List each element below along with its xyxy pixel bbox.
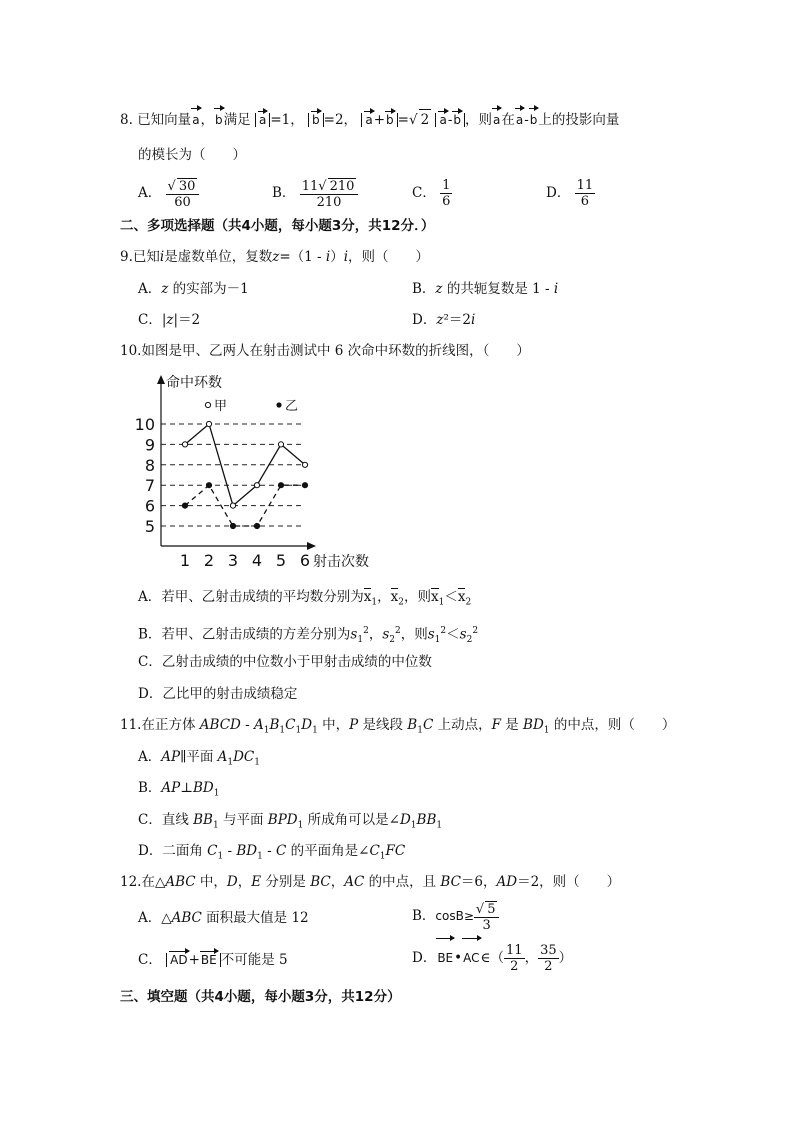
abs-b — [308, 113, 324, 127]
vector-a: a — [515, 110, 524, 130]
variable: ABC — [165, 874, 196, 890]
variable: ABCD — [199, 717, 241, 733]
subscript: 1 — [279, 725, 286, 736]
option-text: B．若甲、乙射击成绩的方差分别为 — [138, 626, 351, 643]
y-tick-label-5: 5 — [144, 517, 155, 536]
subscript: 2 — [398, 597, 404, 608]
numerator: √ 30 — [166, 178, 200, 195]
abs-vector-sum — [166, 953, 221, 967]
y-tick-label-6: 6 — [144, 496, 155, 516]
option-text: ∥平面 — [180, 749, 218, 765]
legend-marker-yi — [276, 402, 281, 407]
y-tick-label-9: 9 — [144, 435, 155, 455]
sqrt-value: 5 — [487, 901, 496, 917]
fraction — [300, 178, 359, 210]
q8-option-d — [546, 176, 595, 210]
variable: E — [251, 874, 262, 890]
q9-option-a — [138, 279, 249, 299]
variable: DC — [233, 749, 255, 765]
q11-option-b — [138, 778, 219, 804]
variable: BC — [310, 874, 331, 890]
fraction — [474, 901, 500, 933]
point-jia-1 — [182, 442, 187, 447]
question-number: 9. — [120, 249, 133, 265]
denominator: 3 — [482, 917, 491, 933]
x-tick-label-4: 4 — [251, 551, 263, 570]
q11-text: - — [240, 717, 255, 733]
variable: i — [343, 249, 349, 265]
q8-stem-line2 — [138, 145, 246, 165]
variable: s — [382, 626, 390, 643]
denominator: 2 — [544, 959, 553, 974]
option-label: B． — [412, 281, 436, 297]
option-label: C． — [138, 312, 162, 328]
q8-text: = — [397, 112, 409, 128]
option-text: 的共轭复数是 1 - — [442, 281, 554, 297]
variable: x — [430, 589, 439, 605]
point-jia-3 — [230, 503, 235, 508]
q11-text: 是线段 — [358, 717, 408, 733]
q9-option-b — [412, 279, 558, 299]
vector-be: BE — [200, 953, 217, 967]
fraction — [440, 178, 452, 209]
variable: BB — [416, 812, 437, 828]
subscript: 1 — [217, 851, 224, 862]
q10-text: 如图是甲、乙两人在射击测试中 6 次命中环数的折线图，（ ） — [141, 343, 530, 359]
variable: x — [457, 589, 466, 605]
variable: s — [459, 626, 467, 643]
point-yi-3 — [230, 523, 235, 528]
q9-option-c — [138, 310, 200, 330]
option-label: C． — [412, 185, 436, 201]
variable: ABC — [171, 910, 202, 926]
option-text: ， — [377, 589, 391, 605]
sqrt-value: 210 — [329, 178, 355, 194]
variable: i — [470, 312, 476, 328]
q12-option-d — [412, 940, 572, 976]
subscript: 1 — [438, 597, 445, 608]
variable: C — [369, 843, 380, 859]
variable: AP — [161, 780, 181, 796]
variable: D — [399, 812, 411, 828]
numerator: √ 5 — [474, 901, 500, 918]
q9-text: 是虚数单位，复数 — [164, 249, 273, 265]
q9-text: 已知 — [132, 249, 160, 265]
variable: z — [436, 312, 444, 328]
abs-a — [255, 113, 270, 127]
q12-option-c — [138, 950, 288, 970]
variable: D — [301, 717, 313, 733]
sqrt-value: 30 — [178, 178, 196, 194]
variable: BC — [440, 874, 461, 890]
point-yi-4 — [254, 523, 259, 528]
abs-a-plus-b — [361, 113, 397, 127]
variable: AP — [161, 749, 181, 765]
point-jia-2 — [206, 421, 211, 426]
q8-text: 已知向量 — [137, 112, 192, 128]
q12-text: ， — [237, 874, 252, 890]
fraction — [504, 943, 525, 974]
subscript: 1 — [263, 725, 270, 736]
subscript: 1 — [410, 820, 417, 831]
q11-text: 的中点，则（ ） — [549, 717, 676, 733]
q10-option-c: C．乙射击成绩的中位数小于甲射击成绩的中位数 — [138, 654, 432, 670]
q8-option-a — [138, 176, 199, 210]
numerator: 11 — [576, 178, 594, 193]
q9-text: ，则（ ） — [348, 249, 430, 265]
x-tick-label-5: 5 — [275, 551, 287, 570]
operator: - — [447, 112, 453, 128]
legend-marker-jia — [205, 402, 210, 407]
q11-option-c — [138, 810, 442, 836]
option-text: 不可能是 5 — [220, 952, 288, 968]
y-tick-label-7: 7 — [144, 476, 155, 496]
superscript: 2 — [395, 626, 401, 636]
point-jia-4 — [254, 483, 259, 488]
option-text: ， — [368, 626, 383, 643]
q8-text: 在 — [501, 112, 515, 128]
option-text: - — [223, 843, 237, 859]
subscript: 1 — [212, 820, 219, 831]
vector-ac: AC — [462, 940, 480, 976]
q10-option-d: D．乙比甲的射击成绩稳定 — [138, 686, 298, 702]
vector-a: a — [191, 110, 200, 130]
chart-grid — [161, 424, 305, 526]
y-tick-label-10: 10 — [135, 415, 155, 434]
operator: • — [454, 950, 463, 966]
subscript: 1 — [295, 725, 302, 736]
point-yi-1 — [182, 503, 187, 508]
legend-label-jia: 甲 — [214, 399, 228, 414]
variable: C — [276, 843, 287, 859]
operator: - — [524, 112, 529, 128]
q8-text: 上的投影向量 — [538, 112, 620, 128]
option-label: A． — [138, 749, 162, 765]
vector-b: b — [453, 113, 462, 127]
variable: s — [350, 626, 358, 643]
vector-a: a — [258, 113, 267, 127]
mean-symbol — [391, 587, 399, 607]
subscript: 1 — [227, 757, 234, 768]
subscript: 1 — [312, 725, 318, 736]
x-axis-label: 射击次数 — [313, 554, 369, 570]
vector-be: BE — [436, 940, 454, 976]
vector-a: a — [492, 110, 501, 130]
option-text: ， — [524, 950, 539, 966]
subscript: 1 — [297, 820, 304, 831]
variable: BD — [236, 843, 258, 859]
option-text: C．直线 — [138, 812, 194, 828]
denominator: 6 — [442, 194, 451, 209]
question-number: 8. — [120, 112, 133, 128]
operator: + — [188, 952, 200, 968]
q8-text: =1， — [270, 112, 304, 128]
variable: A — [217, 749, 228, 765]
q8-stem-line1: 8. 已知向量a，b满足 a =1， b =2， a+b =√ 2 a-b ，则a在a-b上的投影向量 — [120, 109, 619, 130]
variable: z — [161, 281, 169, 297]
variable: i — [325, 249, 331, 265]
x-axis-arrow — [307, 542, 316, 550]
x-tick-label-1: 1 — [179, 551, 191, 570]
option-label: B． — [412, 908, 436, 924]
q12-text: ＝2，则（ ） — [517, 874, 621, 890]
sqrt-value: 2 — [419, 109, 432, 130]
option-text: 所成角可以是∠ — [303, 812, 400, 828]
mean-symbol — [458, 587, 466, 607]
option-text: ＜ — [444, 589, 458, 605]
variable: BD — [192, 780, 214, 796]
numerator: 11√ 210 — [300, 178, 359, 195]
subscript: 1 — [357, 635, 364, 646]
subscript: 1 — [543, 725, 550, 736]
mean-symbol — [364, 587, 372, 607]
variable: |z| — [161, 312, 179, 328]
section-heading-multiple-choice: 二、多项选择题（共4小题，每小题3分，共12分．） — [120, 218, 435, 234]
fraction — [166, 178, 200, 210]
q10-stem — [120, 341, 530, 361]
denominator: 2 — [510, 959, 519, 974]
q10-option-a — [138, 587, 471, 613]
q12-option-a — [138, 908, 309, 928]
variable: P — [349, 717, 359, 733]
variable: BB — [193, 812, 213, 828]
legend-label-yi: 乙 — [285, 399, 299, 414]
option-text: 面积最大值是 12 — [201, 910, 309, 926]
numerator: 35 — [540, 943, 557, 958]
q8-text: ， — [200, 112, 215, 128]
q11-option-d — [138, 841, 405, 867]
vector-a: a — [365, 113, 373, 127]
section-heading-fill-in: 三、填空题（共4小题，每小题3分，共12分） — [120, 989, 401, 1005]
q11-option-a — [138, 747, 260, 773]
option-text: D．二面角 — [138, 843, 208, 859]
option-text: A．△ — [138, 910, 172, 926]
option-text: cosB≥ — [435, 909, 474, 923]
x-tick-label-6: 6 — [299, 551, 311, 570]
q8-option-b — [272, 176, 358, 210]
chart-series — [182, 421, 307, 528]
variable: z — [435, 281, 443, 297]
variable: A — [254, 717, 264, 733]
q12-text: ， — [330, 874, 345, 890]
subscript: 2 — [465, 597, 472, 608]
subscript: 1 — [436, 820, 443, 831]
vector-ad: AD — [170, 953, 188, 967]
option-label: A． — [138, 185, 162, 201]
variable: C — [422, 717, 434, 733]
x-tick-label-3: 3 — [227, 551, 239, 570]
subscript: 1 — [434, 635, 441, 646]
superscript: 2 — [363, 626, 369, 636]
q9-text: =（1 - — [279, 249, 326, 265]
option-text: ∈（ — [480, 950, 505, 966]
fraction — [575, 178, 596, 209]
operator: + — [373, 112, 386, 128]
coefficient: 11 — [301, 178, 319, 194]
option-text: ，则 — [400, 626, 428, 643]
mean-symbol — [431, 587, 439, 607]
option-label: B． — [138, 780, 162, 796]
q11-text: 上动点， — [433, 717, 492, 733]
question-number: 12. — [120, 874, 142, 890]
variable: s — [427, 626, 435, 643]
q10-option-b — [138, 621, 478, 650]
q12-text: ＝6， — [460, 874, 497, 890]
point-yi-6 — [302, 483, 307, 488]
question-number: 10. — [120, 343, 142, 359]
variable: B — [269, 717, 280, 733]
y-axis-arrow — [157, 375, 165, 384]
variable: BPD — [267, 812, 298, 828]
option-text: ＝2 — [178, 312, 201, 328]
q8-option-c — [412, 176, 452, 210]
subscript: 2 — [389, 635, 395, 646]
option-text: ＜ — [446, 626, 460, 643]
variable: i — [159, 249, 165, 265]
q9-stem — [120, 247, 429, 267]
point-yi-5 — [278, 483, 283, 488]
option-label: D． — [412, 950, 437, 966]
q11-text: 在正方体 — [141, 717, 200, 733]
denominator: 60 — [174, 194, 191, 210]
superscript: 2 — [472, 626, 479, 636]
q12-text: 中， — [195, 874, 227, 890]
option-label: D． — [546, 185, 571, 201]
variable: D — [226, 874, 238, 890]
variable: F — [491, 717, 501, 733]
variable: B — [407, 717, 418, 733]
vector-b: b — [312, 113, 320, 127]
option-text: ，则 — [403, 589, 431, 605]
y-axis-label: 命中环数 — [166, 375, 222, 391]
option-text: 与平面 — [218, 812, 268, 828]
q12-text: 的中点，且 — [364, 874, 441, 890]
variable: x — [363, 589, 372, 605]
numerator: 1 — [442, 178, 451, 193]
option-text: 的实部为－1 — [168, 281, 249, 297]
fraction — [538, 943, 559, 974]
q12-text: 分别是 — [261, 874, 311, 890]
variable: AD — [496, 874, 518, 890]
q8-text: =2， — [323, 112, 358, 128]
option-text: A．若甲、乙射击成绩的平均数分别为 — [138, 589, 364, 605]
subscript: 1 — [254, 757, 260, 768]
option-text: - — [262, 843, 276, 859]
option-text: ⊥ — [180, 780, 193, 796]
subscript: 1 — [213, 788, 220, 799]
variable: FC — [385, 843, 406, 859]
q9-text: ） — [330, 249, 344, 265]
q11-text: 是 — [500, 717, 524, 733]
superscript: 2 — [440, 626, 447, 636]
variable: C — [285, 717, 296, 733]
abs-a-minus-b — [435, 113, 465, 127]
q8-text: 满足 — [223, 112, 251, 128]
option-label: B． — [272, 185, 296, 201]
option-text: ²＝2 — [443, 312, 471, 328]
x-tick-label-2: 2 — [203, 551, 215, 570]
shooting-line-chart — [135, 370, 385, 575]
point-yi-2 — [206, 483, 211, 488]
q8-text: ，则 — [465, 112, 493, 128]
option-label: A． — [138, 281, 162, 297]
option-label: C． — [138, 952, 162, 968]
variable: x — [390, 589, 399, 605]
vector-b: b — [214, 110, 224, 130]
q12-stem — [120, 872, 620, 892]
subscript: 1 — [379, 851, 386, 862]
point-jia-5 — [278, 442, 283, 447]
option-text: ） — [558, 950, 573, 966]
q8-text: 的模长为（ ） — [138, 147, 246, 163]
variable: AC — [344, 874, 365, 890]
q9-option-d — [412, 310, 475, 330]
numerator: 11 — [506, 943, 523, 958]
denominator: 6 — [580, 194, 590, 209]
q12-text: 在△ — [141, 874, 166, 890]
variable: i — [553, 281, 559, 297]
vector-a: a — [439, 113, 447, 127]
subscript: 2 — [466, 635, 473, 646]
point-jia-6 — [302, 462, 307, 467]
variable: BD — [523, 717, 544, 733]
q12-option-b — [412, 898, 499, 934]
y-tick-label-8: 8 — [144, 455, 155, 475]
subscript: 1 — [257, 851, 263, 862]
question-number: 11. — [120, 717, 142, 733]
variable: C — [207, 843, 218, 859]
q11-text: 中， — [317, 717, 350, 733]
denominator: 210 — [316, 194, 342, 210]
subscript: 1 — [371, 597, 378, 608]
vector-b: b — [386, 113, 394, 127]
option-label: D． — [412, 312, 437, 328]
variable: z — [272, 249, 280, 265]
q11-stem — [120, 715, 675, 741]
option-text: 的平面角是∠ — [286, 843, 370, 859]
vector-b: b — [529, 110, 539, 130]
chart-legend — [205, 399, 298, 414]
subscript: 1 — [417, 725, 423, 736]
